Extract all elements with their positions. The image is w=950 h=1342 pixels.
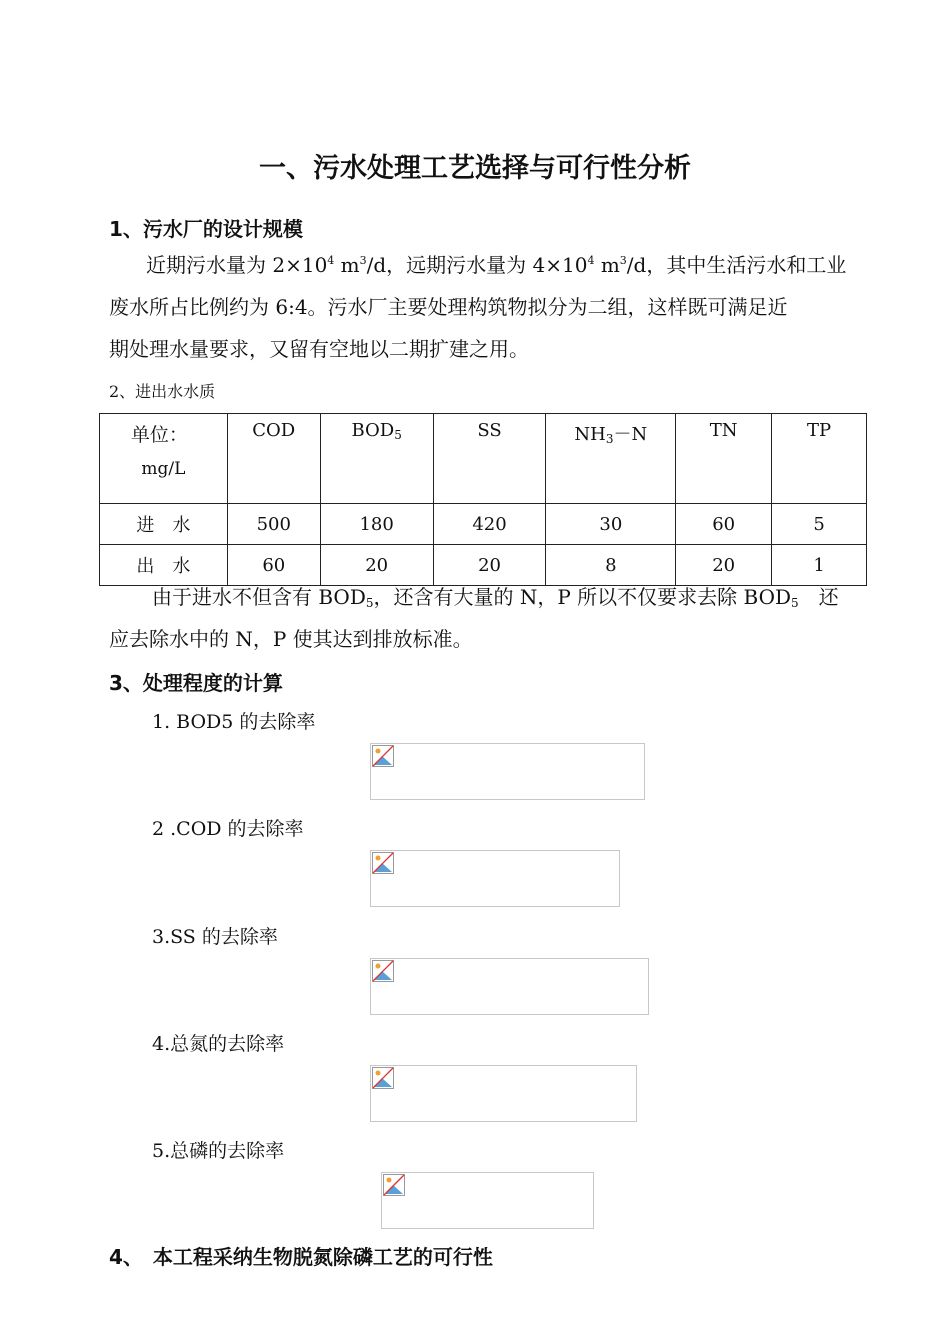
header-nh3n: $NH_3-N$ [546, 414, 676, 504]
broken-image-icon [372, 960, 394, 982]
broken-image-placeholder [370, 743, 645, 800]
broken-image-icon [383, 1174, 405, 1196]
broken-image-icon [372, 1067, 394, 1089]
table-cell: 60 [227, 545, 320, 586]
calc-item-bod5: 1. BOD5 的去除率 [152, 711, 316, 733]
calc-item-ss: 3.SS 的去除率 [152, 926, 278, 948]
section-heading-scale: 1、污水厂的设计规模 [109, 217, 303, 241]
broken-image-placeholder [370, 958, 649, 1015]
header-ss: SS [433, 414, 546, 504]
broken-image-placeholder [381, 1172, 594, 1229]
calc-item-total-phosphorus: 5.总磷的去除率 [152, 1140, 285, 1162]
row-label: 进 水 [100, 504, 228, 545]
table-cell: 1 [772, 545, 867, 586]
note-line-2: 应去除水中的 N，P 使其达到排放标准。 [109, 627, 473, 651]
water-quality-table [99, 413, 867, 586]
table-cell: 30 [546, 504, 676, 545]
section-heading-calculation: 3、处理程度的计算 [109, 671, 283, 695]
table-header-row [100, 414, 867, 504]
table-cell: 60 [676, 504, 772, 545]
section-heading-feasibility: 4、 本工程采纳生物脱氮除磷工艺的可行性 [109, 1245, 493, 1269]
table-cell: 8 [546, 545, 676, 586]
broken-image-icon [372, 852, 394, 874]
calc-item-total-nitrogen: 4.总氮的去除率 [152, 1033, 285, 1055]
paragraph-line-3: 期处理水量要求，又留有空地以二期扩建之用。 [109, 337, 529, 361]
table-cell: 5 [772, 504, 867, 545]
header-bod5: $BOD_5$ [320, 414, 433, 504]
table-cell: 20 [320, 545, 433, 586]
table-row-inflow [100, 504, 867, 545]
broken-image-placeholder [370, 850, 620, 907]
row-label: 出 水 [100, 545, 228, 586]
unit-cell: 单位： mg/L [100, 414, 228, 504]
broken-image-placeholder [370, 1065, 637, 1122]
paragraph-line-1: 近期污水量为 $2\times 10^4$ $m^3/d$，远期污水量为 $4\times 10^4$ $m^3/d$，其中生活污水和工业 [146, 253, 847, 277]
calc-item-cod: 2 .COD 的去除率 [152, 818, 304, 840]
table-cell: 20 [676, 545, 772, 586]
paragraph-line-2: 废水所占比例约为 6:4。污水厂主要处理构筑物拟分为二组，这样既可满足近 [109, 295, 788, 319]
table-cell: 180 [320, 504, 433, 545]
header-cod: COD [227, 414, 320, 504]
table-cell: 20 [433, 545, 546, 586]
broken-image-icon [372, 745, 394, 767]
header-tp: TP [772, 414, 867, 504]
table-cell: 500 [227, 504, 320, 545]
table-cell: 420 [433, 504, 546, 545]
header-tn: TN [676, 414, 772, 504]
note-line-1: 由于进水不但含有 $BOD_5$，还含有大量的 N，P 所以不仅要求去除 $BOD_5$ 还 [152, 585, 839, 610]
page-title: 一、污水处理工艺选择与可行性分析 [259, 153, 691, 184]
section-heading-water-quality: 2、进出水水质 [109, 382, 216, 401]
